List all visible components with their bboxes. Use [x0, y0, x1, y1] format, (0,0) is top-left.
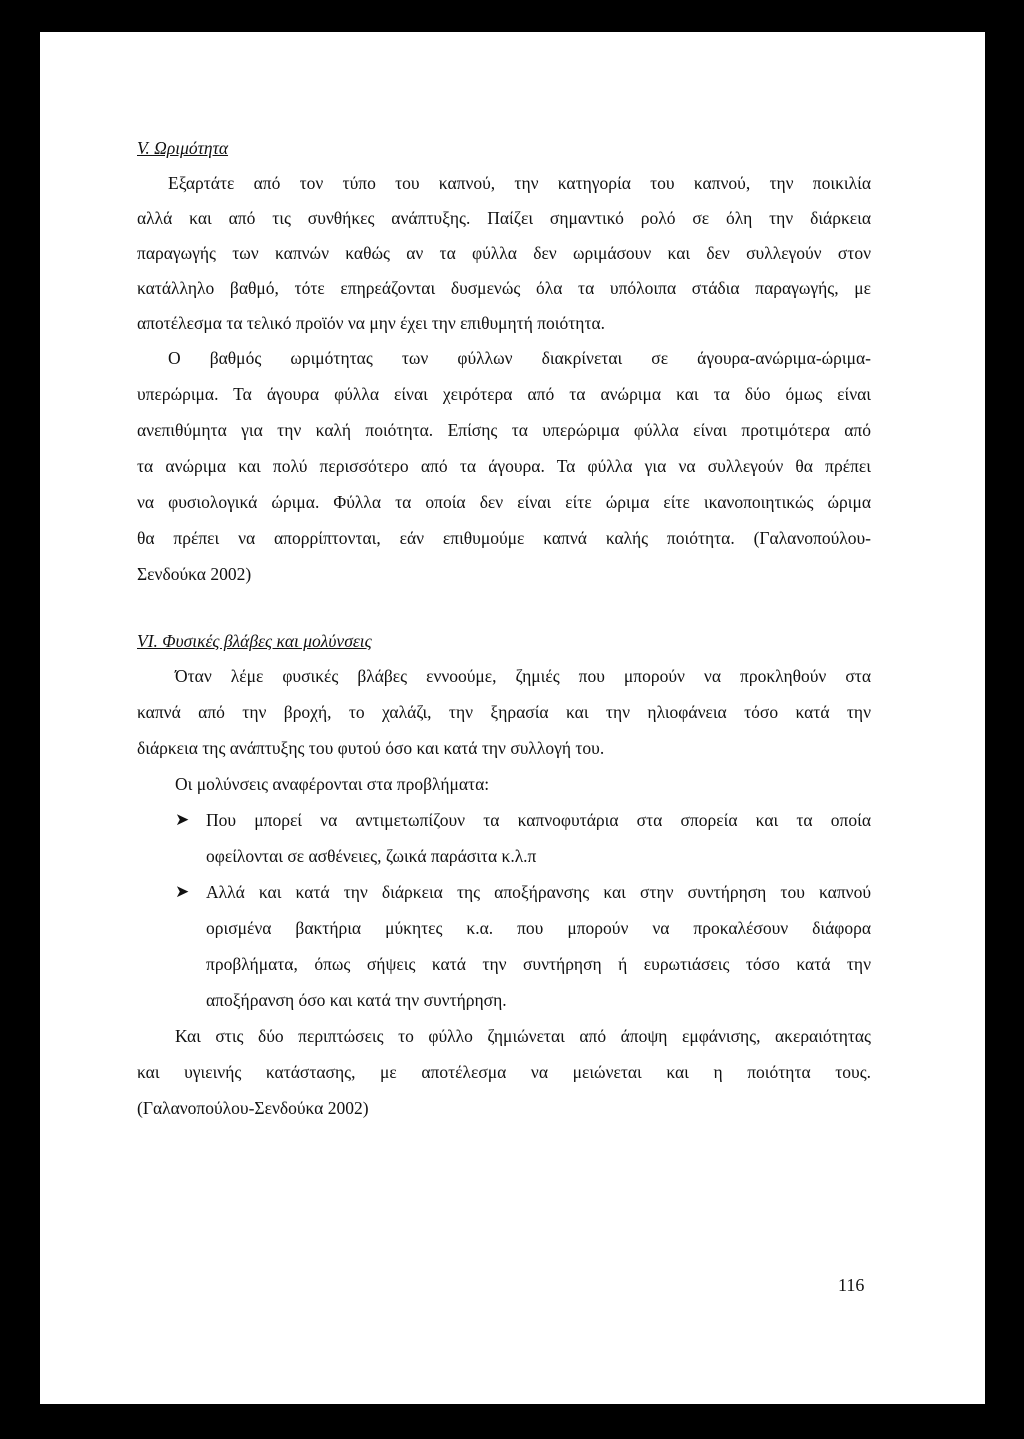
paragraph-line: (Γαλανοπούλου-Σενδούκα 2002) — [137, 1098, 369, 1118]
list-intro: Οι μολύνσεις αναφέρονται στα προβλήματα: — [175, 774, 490, 794]
paragraph-line: ανεπιθύμητα για την καλή ποιότητα. Επίσης τα υπερώριμα φύλλα είναι προτιμότερα από — [137, 420, 871, 440]
paragraph-line: αποτέλεσμα τα τελικό προϊόν να μην έχει την επιθυμητή ποιότητα. — [137, 313, 606, 333]
page-number: 116 — [838, 1275, 865, 1295]
paragraph-line: Ο βαθμός ωριμότητας των φύλλων διακρίνεται σε άγουρα-ανώριμα-ώριμα- — [168, 348, 871, 368]
paragraph-line: διάρκεια της ανάπτυξης του φυτού όσο και κατά την συλλογή του. — [137, 738, 605, 758]
paragraph-line: και υγιεινής κατάστασης, με αποτέλεσμα να μειώνεται και η ποιότητα τους. — [137, 1062, 871, 1082]
paragraph-line: Και στις δύο περιπτώσεις το φύλλο ζημιώνεται από άποψη εμφάνισης, ακεραιότητας — [175, 1026, 871, 1046]
bullet-line: οφείλονται σε ασθένειες, ζωικά παράσιτα κ.λ.π — [206, 846, 537, 866]
paragraph-line: καπνά από την βροχή, το χαλάζι, την ξηρασία και την ηλιοφάνεια τόσο κατά την — [137, 702, 871, 722]
bullet-line: προβλήματα, όπως σήψεις κατά την συντήρηση ή ευρωτιάσεις τόσο κατά την — [206, 954, 871, 974]
paragraph-line: Σενδούκα 2002) — [137, 564, 252, 584]
section-heading-physical-damage: VI. Φυσικές βλάβες και μολύνσεις — [137, 631, 372, 651]
paragraph-line: θα πρέπει να απορρίπτονται, εάν επιθυμούμε καπνά καλής ποιότητα. (Γαλανοπούλου- — [137, 528, 871, 548]
paragraph-line: υπερώριμα. Τα άγουρα φύλλα είναι χειρότερα από τα ανώριμα και τα δύο όμως είναι — [137, 384, 871, 404]
paragraph-line: Όταν λέμε φυσικές βλάβες εννοούμε, ζημιές που μπορούν να προκληθούν στα — [175, 666, 871, 686]
document-page — [40, 32, 985, 1404]
paragraph-line: τα ανώριμα και πολύ περισσότερο από τα άγουρα. Τα φύλλα για να συλλεγούν θα πρέπει — [137, 456, 871, 476]
arrow-bullet-icon: ➤ — [175, 882, 190, 902]
bullet-line: ορισμένα βακτήρια μύκητες κ.α. που μπορούν να προκαλέσουν διάφορα — [206, 918, 871, 938]
section-heading-maturity: V. Ωριμότητα — [137, 138, 229, 158]
paragraph-line: να φυσιολογικά ώριμα. Φύλλα τα οποία δεν είναι είτε ώριμα είτε ικανοποιητικώς ώριμα — [137, 492, 871, 512]
bullet-line: Αλλά και κατά την διάρκεια της αποξήρανσης και στην συντήρηση του καπνού — [206, 882, 871, 902]
bullet-line: αποξήρανση όσο και κατά την συντήρηση. — [206, 990, 507, 1010]
paragraph-line: παραγωγής των καπνών καθώς αν τα φύλλα δεν ωριμάσουν και δεν συλλεγούν στον — [137, 243, 871, 263]
paragraph-line: αλλά και από τις συνθήκες ανάπτυξης. Παίζει σημαντικό ρολό σε όλη την διάρκεια — [137, 208, 871, 228]
paragraph-line: Εξαρτάτε από τον τύπο του καπνού, την κατηγορία του καπνού, την ποικιλία — [168, 173, 871, 193]
bullet-line: Που μπορεί να αντιμετωπίζουν τα καπνοφυτάρια στα σπορεία και τα οποία — [206, 810, 871, 830]
arrow-bullet-icon: ➤ — [175, 810, 190, 830]
paragraph-line: κατάλληλο βαθμό, τότε επηρεάζονται δυσμενώς όλα τα υπόλοιπα στάδια παραγωγής, με — [137, 278, 871, 298]
